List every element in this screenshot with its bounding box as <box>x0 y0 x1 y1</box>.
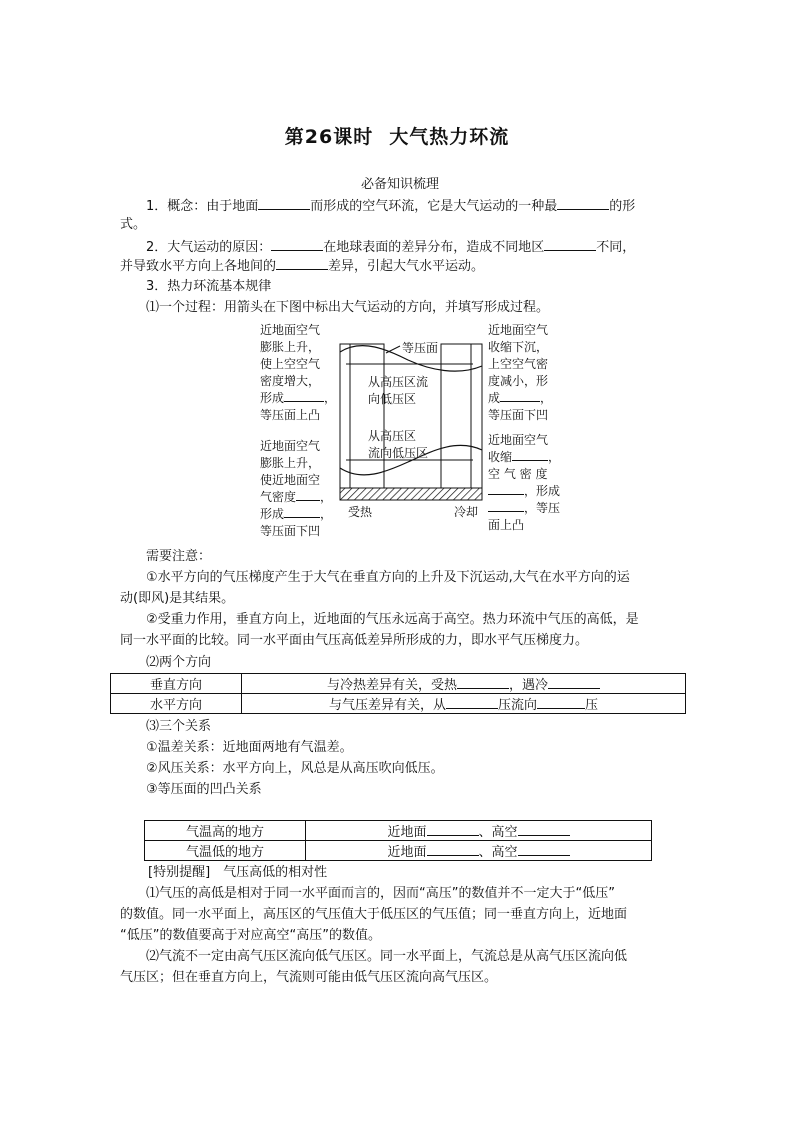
row-label: 气温低的地方 <box>145 841 306 861</box>
thermal-circulation-diagram <box>258 320 562 538</box>
left-air-column <box>340 344 384 488</box>
note-2-line-1: ②受重力作用，垂直方向上，近地面的气压永远高于高空。热力环流中气压的高低，是 <box>146 612 639 627</box>
tip-2-line-2: 气压区；但在垂直方向上，气流则可能由低气压区流向高气压区。 <box>120 970 498 985</box>
ground-hatch <box>340 488 482 500</box>
answer-blank[interactable] <box>446 696 498 709</box>
row-label: 气温高的地方 <box>145 821 306 841</box>
tip-1-line-3: “低压”的数值要高于对应高空“高压”的数值。 <box>120 928 381 943</box>
table-row <box>145 841 652 861</box>
directions-heading: ⑵两个方向 <box>146 655 212 670</box>
relation-3: ③等压面的凹凸关系 <box>146 782 262 797</box>
relation-2: ②风压关系：水平方向上，风总是从高压吹向低压。 <box>146 761 444 776</box>
answer-blank[interactable] <box>427 823 479 836</box>
cause-line-2: 并导致水平方向上各地间的 差异，引起大气水平运动。 <box>120 259 485 274</box>
right-top-label: 近地面空气 收缩下沉， 上空空气密 度减小，形 成 ， 等压面下凹 <box>488 323 553 422</box>
section-heading: 必备知识梳理 <box>360 177 439 192</box>
note-1-line-1: ①水平方向的气压梯度产生于大气在垂直方向的上升及下沉运动,大气在水平方向的运 <box>146 570 630 585</box>
upper-flow-label: 从高压区流 向低压区 <box>368 375 429 406</box>
lesson-topic: 大气热力环流 <box>389 126 510 148</box>
process-heading: ⑴一个过程：用箭头在下图中标出大气运动的方向，并填写形成过程。 <box>146 300 550 315</box>
left-top-label: 近地面空气 膨胀上升， 使上空空气 密度增大， 形成 ， 等压面上凸 <box>260 323 337 422</box>
answer-blank[interactable] <box>427 843 479 856</box>
tip-2-line-1: ⑵气流不一定由高气压区流向低气压区。同一水平面上，气流总是从高气压区流向低 <box>146 949 628 964</box>
tip-heading: [特别提醒] 气压高低的相对性 <box>148 865 328 880</box>
answer-blank[interactable] <box>548 676 600 689</box>
lesson-title <box>0 122 794 149</box>
answer-blank[interactable] <box>557 197 609 210</box>
isobar-pointer <box>386 346 400 353</box>
notes-heading: 需要注意： <box>146 549 212 564</box>
right-bottom-label: 近地面空气 收缩 ， 空 气 密 度 ，形成 ，等压 面上凸 <box>488 433 561 532</box>
answer-blank[interactable] <box>518 843 570 856</box>
row-content: 近地面 、高空 <box>306 841 652 861</box>
answer-blank[interactable] <box>518 823 570 836</box>
isobar-table <box>144 820 652 861</box>
relations-heading: ⑶三个关系 <box>146 719 212 734</box>
table-row <box>111 674 686 694</box>
cooled-label: 冷却 <box>454 505 479 519</box>
row-content: 与冷热差异有关，受热 ，遇冷 <box>242 674 686 694</box>
lower-flow-label: 从高压区 流向低压区 <box>368 429 429 460</box>
row-content: 近地面 、高空 <box>306 821 652 841</box>
note-2-line-2: 同一水平面的比较。同一水平面由气压高低差异所形成的力，即水平气压梯度力。 <box>120 633 589 648</box>
rules-heading: 3．热力环流基本规律 <box>146 279 272 294</box>
tip-1-line-2: 的数值。同一水平面上，高压区的气压值大于低压区的气压值；同一垂直方向上，近地面 <box>120 907 628 922</box>
relation-1: ①温差关系：近地面两地有气温差。 <box>146 740 353 755</box>
concept-line-1: 1．概念：由于地面 而形成的空气环流，它是大气运动的一种最 的形 <box>146 199 636 214</box>
left-bottom-label: 近地面空气 膨胀上升， 使近地面空 气密度 ， 形成 ， 等压面下凹 <box>260 439 333 538</box>
concept-line-2: 式。 <box>120 217 147 232</box>
isobar-label: 等压面 <box>402 341 439 355</box>
table-row <box>145 821 652 841</box>
answer-blank[interactable] <box>457 676 509 689</box>
cause-line-1: 2．大气运动的原因： 在地球表面的差异分布，造成不同地区 不同， <box>146 240 636 255</box>
answer-blank[interactable] <box>537 696 585 709</box>
lesson-number: 第26课时 <box>284 126 374 148</box>
directions-table <box>110 673 686 714</box>
row-content: 与气压差异有关，从 压流向 压 <box>242 694 686 714</box>
answer-blank[interactable] <box>276 257 328 270</box>
row-label: 垂直方向 <box>111 674 242 694</box>
answer-blank[interactable] <box>258 197 310 210</box>
answer-blank[interactable] <box>544 238 596 251</box>
tip-1-line-1: ⑴气压的高低是相对于同一水平面而言的，因而“高压”的数值并不一定大于“低压” <box>146 886 615 901</box>
row-label: 水平方向 <box>111 694 242 714</box>
right-air-column <box>441 344 482 488</box>
table-row <box>111 694 686 714</box>
heated-label: 受热 <box>348 505 373 519</box>
note-1-line-2: 动(即风)是其结果。 <box>120 591 235 606</box>
answer-blank[interactable] <box>271 238 323 251</box>
